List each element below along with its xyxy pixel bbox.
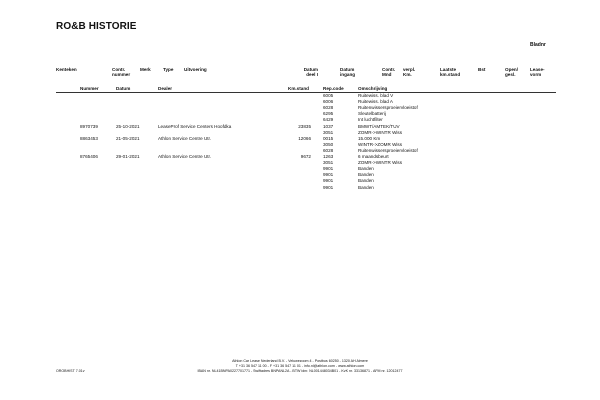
cell-dealer: Athlon Service Centre Utr. [158, 135, 212, 141]
cell-omschrijving: Banden [358, 172, 374, 178]
cell-repcode: 3051 [323, 129, 334, 135]
cell-repcode: 9901 [323, 184, 334, 190]
cell-omschrijving: Ruitewiss. blad A [358, 99, 393, 105]
cell-kmstand: 12066 [298, 135, 311, 141]
col-datum-ingang: Datum ingang [340, 67, 356, 78]
col-dealer: Dealer [158, 86, 173, 91]
col-bst: Bst [478, 67, 486, 72]
cell-repcode: 9901 [323, 172, 334, 178]
cell-kmstand: 23835 [298, 123, 311, 129]
col-kenteken: Kenteken [56, 67, 77, 72]
cell-dealer: LeaseProf Service Centers Hoofdka [158, 123, 232, 129]
col-laatste-kmstand: Laatste km.stand [440, 67, 461, 78]
cell-omschrijving: BMWT/AMTEK/TUV [358, 123, 400, 129]
cell-repcode: 3050 [323, 141, 334, 147]
cell-datum: 29-01-2021 [116, 154, 140, 159]
cell-omschrijving: Ruitenwissersproeiervloeistof [358, 105, 418, 111]
col-type: Type [163, 67, 174, 72]
bladnr-label: Bladnr [530, 42, 546, 48]
cell-omschrijving: Banden [358, 184, 374, 190]
cell-omschrijving: ZOMR->WINTR Wiss [358, 129, 403, 135]
cell-omschrijving: Sleutelbatterij [358, 111, 386, 117]
col-uitvoering: Uitvoering [184, 67, 207, 72]
col-nummer: Nummer [80, 86, 99, 91]
cell-repcode: 6028 [323, 105, 334, 111]
col-lease-vorm: Lease- vorm [530, 67, 545, 78]
col-repcode: Rep.code [323, 86, 344, 91]
cell-omschrijving: Banden [358, 166, 374, 172]
cell-kmstand: 9672 [300, 154, 311, 159]
cell-datum: 25-10-2021 [116, 123, 140, 129]
cell-nummer: 8863453 [80, 135, 98, 141]
cell-omschrijving: Banden [358, 178, 374, 184]
footer-registration: IBAN nr. NL41BNPA0227701771 - Swiftadres BNPANL2A - BTW idnr. NL001448034B01 - KvK nr. 33136871 - AFM nr. 12012477 [197, 369, 403, 373]
form-code: OROBHIST 7.01v [56, 369, 85, 373]
cell-omschrijving: Ruitewiss. blad V [358, 93, 394, 98]
cell-dealer: Athlon Service Centre Utr. [158, 154, 212, 159]
cell-repcode: 9901 [323, 166, 334, 172]
cell-omschrijving: Ruitenwissersproeiervloeistof [358, 147, 418, 153]
cell-repcode: 1037 [323, 123, 334, 129]
footer-contact: T +31 36 547 11 00 - F +31 36 547 11 01 - info.nl@athlon.com - www.athlon.com [235, 364, 365, 368]
cell-repcode: 0015 [323, 135, 334, 141]
cell-omschrijving: 15.000 Km [358, 135, 381, 141]
footer-address: Athlon Car Lease Nederland B.V. - Veluwezoom 4 - Postbus 60250 - 1320 AH Almere [232, 359, 368, 363]
page-title: RO&B HISTORIE [56, 21, 137, 32]
cell-repcode: 6005 [323, 93, 334, 98]
col-contr-mnd: Contr. Mnd [382, 67, 396, 78]
col-contr-nummer: Contr. nummer [112, 67, 131, 78]
cell-omschrijving: 6 maandsbeurt [358, 154, 389, 159]
cell-repcode: 6028 [323, 147, 334, 153]
cell-omschrijving: Int luchtfilter [358, 117, 383, 123]
col-datum-deel1: Datum deel I [303, 67, 318, 78]
cell-repcode: 3051 [323, 160, 334, 166]
cell-repcode: 9901 [323, 178, 334, 184]
cell-repcode: 1263 [323, 154, 334, 159]
col-kmstand: Km.stand [288, 86, 309, 91]
cell-repcode: 6006 [323, 99, 334, 105]
cell-omschrijving: ZOMR->WINTR Wiss [358, 160, 403, 166]
cell-nummer: 8970739 [80, 123, 98, 129]
cell-omschrijving: WINTR->ZOMR Wiss [358, 141, 403, 147]
col-verpl-km: verpl. Km. [403, 67, 416, 78]
cell-repcode: 6429 [323, 117, 334, 123]
col-open-gesl: Open/ gesl. [505, 67, 519, 78]
cell-repcode: 6295 [323, 111, 334, 117]
col-omschrijving: Omschrijving [358, 86, 388, 91]
col-datum: Datum [116, 86, 131, 91]
cell-nummer: 8765406 [80, 154, 98, 159]
cell-datum: 21-05-2021 [116, 135, 140, 141]
col-merk: Merk [140, 67, 151, 72]
header-rule [56, 92, 556, 93]
